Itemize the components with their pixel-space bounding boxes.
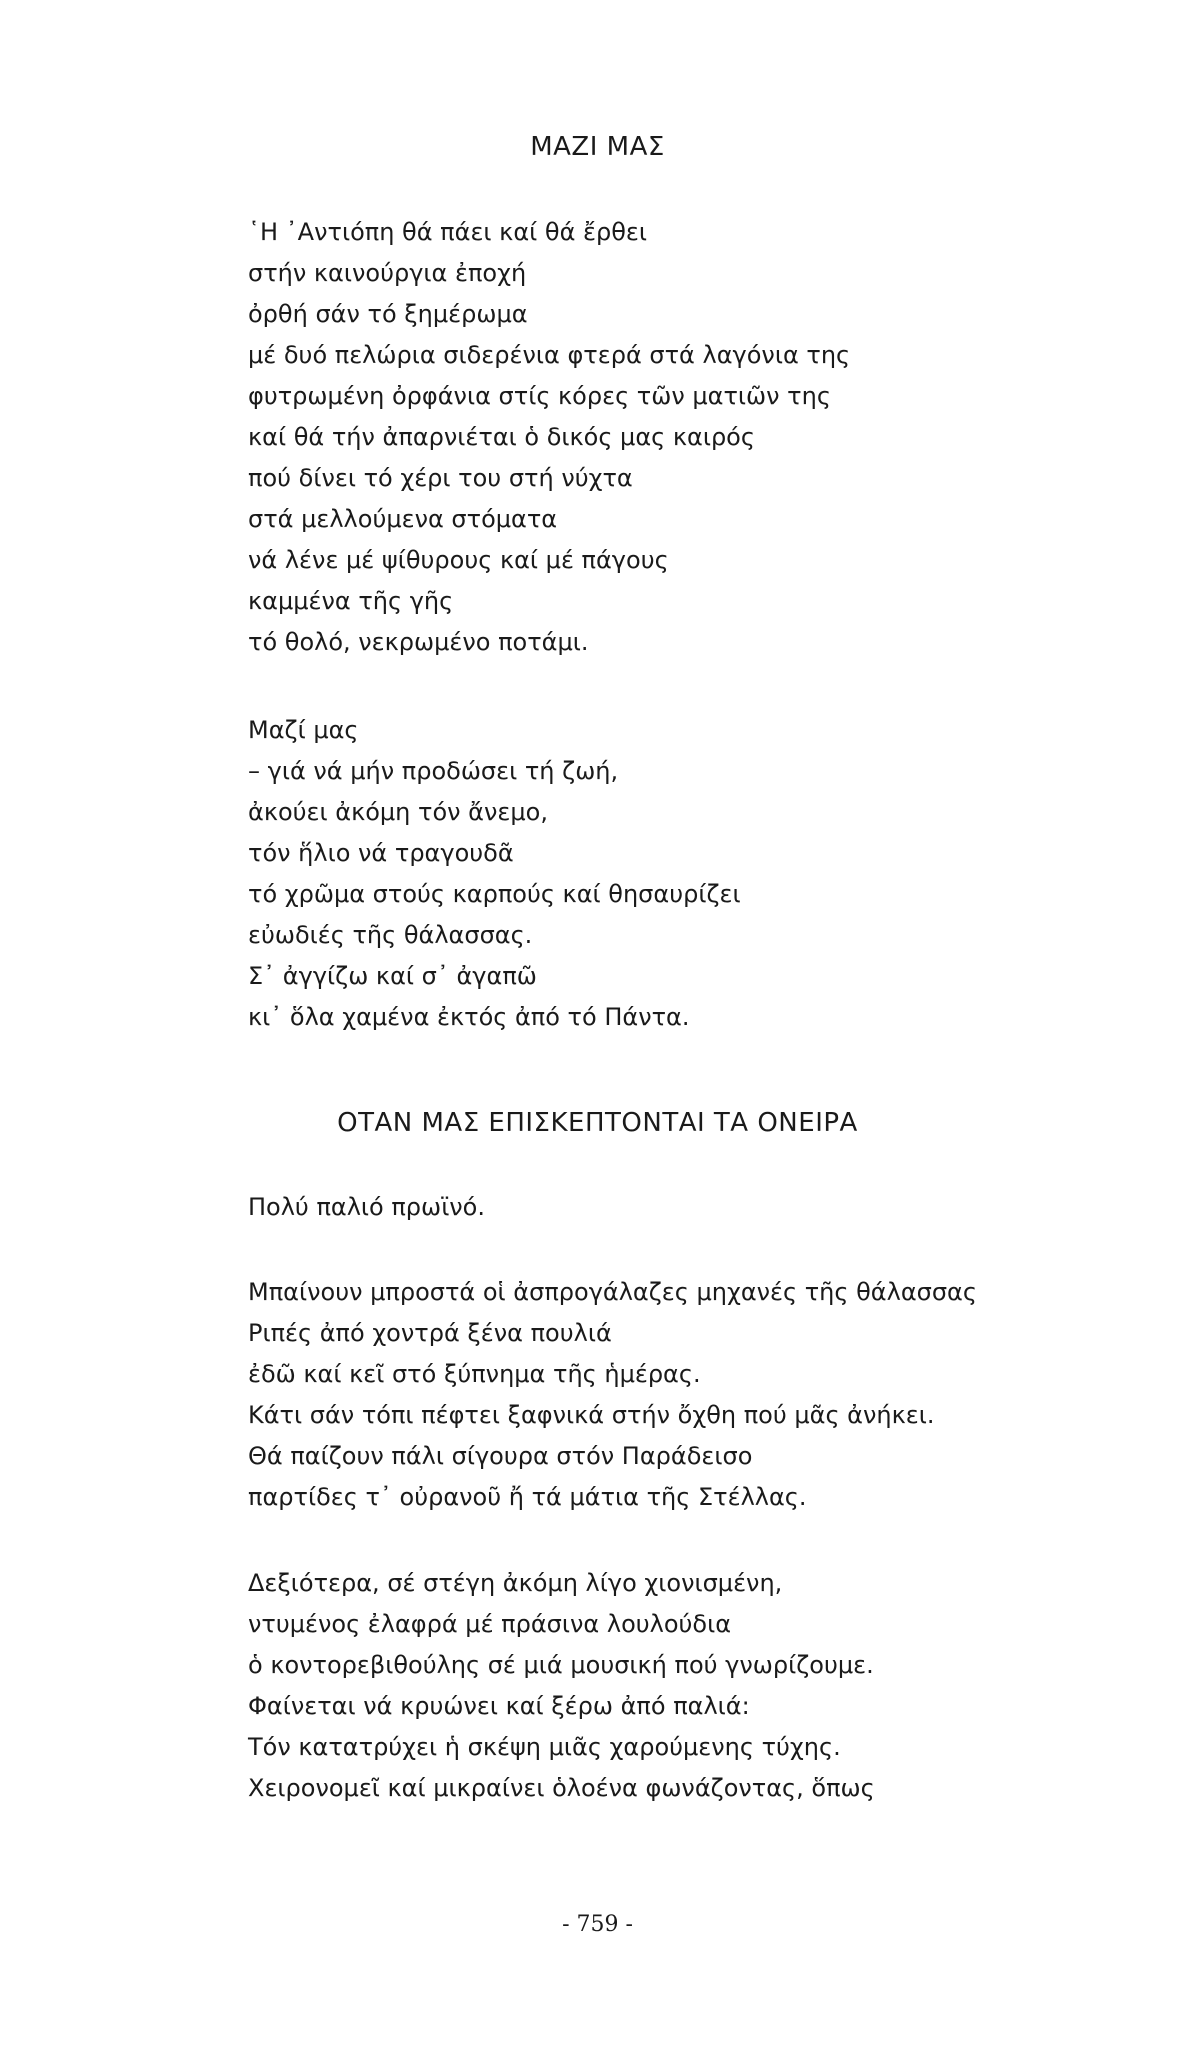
poem-line: ὀρθή σάν τό ξημέρωμα [248, 300, 528, 328]
poem-title-mazi-mas: ΜΑΖΙ ΜΑΣ [530, 132, 665, 162]
poem-line: Πολύ παλιό πρωϊνό. [248, 1193, 485, 1221]
poem-line: τόν ἥλιο νά τραγουδᾶ [248, 839, 514, 867]
poem-line: τό θολό, νεκρωμένο ποτάμι. [248, 628, 589, 656]
poem-line: ντυμένος ἐλαφρά μέ πράσινα λουλούδια [248, 1610, 732, 1638]
poem-line: τό χρῶμα στούς καρπούς καί θησαυρίζει [248, 880, 741, 908]
poem-line: ῾Η ᾿Αντιόπη θά πάει καί θά ἔρθει [248, 218, 647, 246]
poem-line: πού δίνει τό χέρι του στή νύχτα [248, 464, 633, 492]
poem-line: Μπαίνουν μπροστά οἱ ἀσπρογάλαζες μηχανές τῆς θάλασσας [248, 1278, 977, 1306]
poem-line: παρτίδες τ᾿ οὐρανοῦ ἤ τά μάτια τῆς Στέλλας. [248, 1483, 807, 1511]
poem-line: στήν καινούργια ἐποχή [248, 259, 527, 287]
poem-line: Τόν κατατρύχει ἡ σκέψη μιᾶς χαρούμενης τύχης. [248, 1733, 841, 1761]
poem-line: μέ δυό πελώρια σιδερένια φτερά στά λαγόνια της [248, 341, 851, 369]
poem-line: κι᾿ ὅλα χαμένα ἐκτός ἀπό τό Πάντα. [248, 1003, 690, 1031]
poem-line: φυτρωμένη ὀρφάνια στίς κόρες τῶν ματιῶν της [248, 382, 831, 410]
poem-title-otan-mas-episkeptontai: ΟΤΑΝ ΜΑΣ ΕΠΙΣΚΕΠΤΟΝΤΑΙ ΤΑ ΟΝΕΙΡΑ [337, 1108, 858, 1138]
poem-line: καμμένα τῆς γῆς [248, 587, 454, 615]
poem-line: Σ᾿ ἀγγίζω καί σ᾿ ἀγαπῶ [248, 962, 537, 990]
poem-line: Δεξιότερα, σέ στέγη ἀκόμη λίγο χιονισμένη, [248, 1569, 783, 1597]
poem-line: Φαίνεται νά κρυώνει καί ξέρω ἀπό παλιά: [248, 1692, 750, 1720]
poem-line: – γιά νά μήν προδώσει τή ζωή, [248, 757, 619, 785]
poem-line: Χειρονομεῖ καί μικραίνει ὁλοένα φωνάζοντας, ὅπως [248, 1774, 875, 1802]
poem-line: εὐωδιές τῆς θάλασσας. [248, 921, 533, 949]
poem-line: καί θά τήν ἀπαρνιέται ὁ δικός μας καιρός [248, 423, 755, 451]
page-number: - 759 - [562, 1912, 633, 1937]
poem-line: Θά παίζουν πάλι σίγουρα στόν Παράδεισο [248, 1442, 753, 1470]
poem-line: ὁ κοντορεβιθούλης σέ μιά μουσική πού γνωρίζουμε. [248, 1651, 874, 1679]
poem-line: νά λένε μέ ψίθυρους καί μέ πάγους [248, 546, 669, 574]
poem-line: ἐδῶ καί κεῖ στό ξύπνημα τῆς ἡμέρας. [248, 1360, 701, 1388]
poem-line: Ριπές ἀπό χοντρά ξένα πουλιά [248, 1319, 612, 1347]
poem-line: Κάτι σάν τόπι πέφτει ξαφνικά στήν ὄχθη πού μᾶς ἀνήκει. [248, 1401, 935, 1429]
poem-line: στά μελλούμενα στόματα [248, 505, 558, 533]
poem-line: Μαζί μας [248, 716, 359, 744]
poem-line: ἀκούει ἀκόμη τόν ἄνεμο, [248, 798, 548, 826]
